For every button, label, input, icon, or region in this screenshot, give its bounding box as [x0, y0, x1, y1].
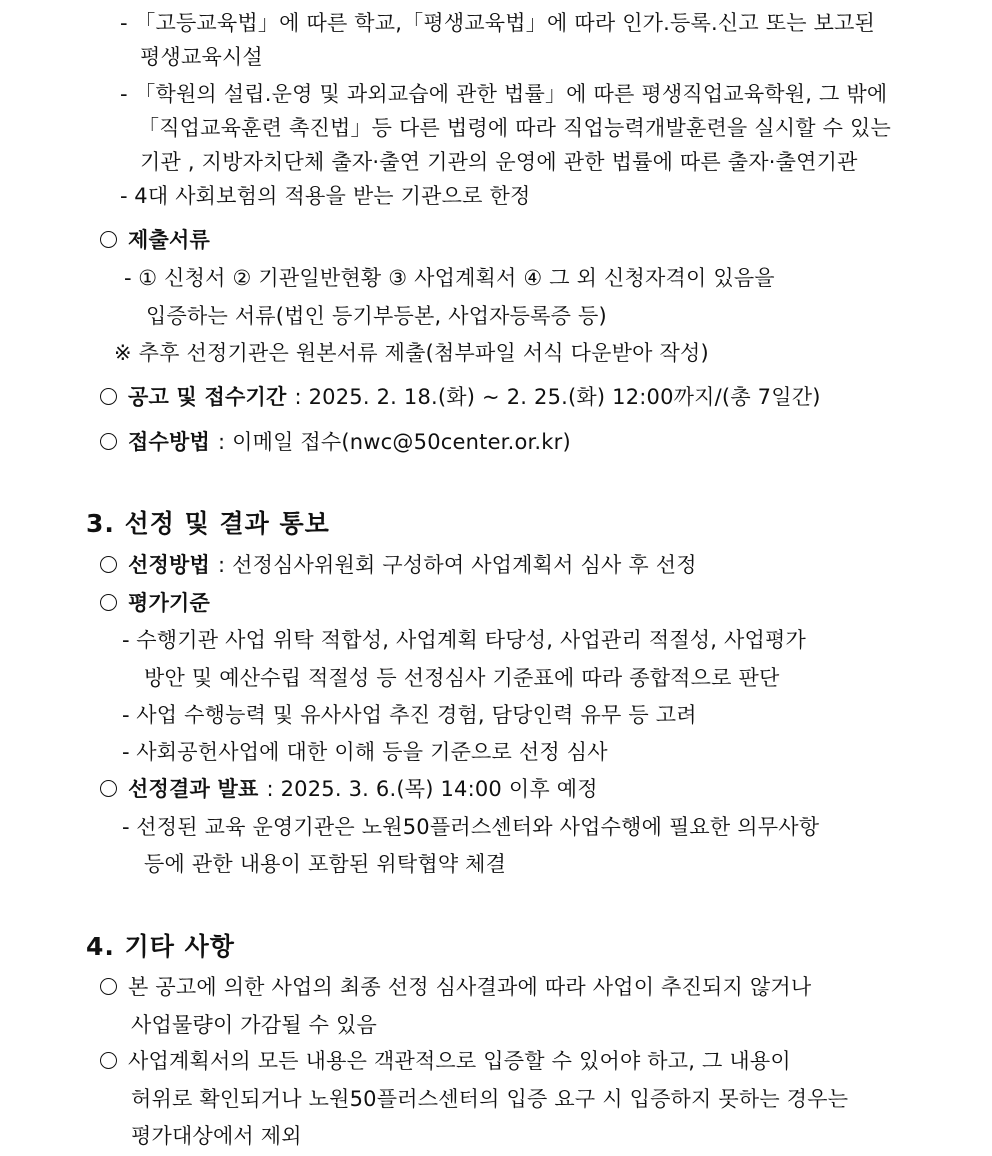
period-item: 공고 및 접수기간 : 2025. 2. 18.(화) ~ 2. 25.(화) 12:00까지/(총 7일간): [100, 387, 821, 408]
eligibility-item-1: - 「고등교육법」에 따른 학교,「평생교육법」에 따라 인가.등록.신고 또는 보고된: [120, 11, 876, 35]
eligibility-item-2: - 「학원의 설립.운영 및 과외교습에 관한 법률」에 따른 평생직업교육학원, 그 밖에: [120, 82, 888, 106]
documents-note: ※ 추후 선정기관은 원본서류 제출(첨부파일 서식 다운받아 작성): [114, 341, 709, 365]
other-item-2: 사업계획서의 모든 내용은 객관적으로 입증할 수 있어야 하고, 그 내용이: [100, 1051, 791, 1072]
eligibility-item-2-cont1: 「직업교육훈련 촉진법」등 다른 법령에 따라 직업능력개발훈련을 실시할 수 있는: [138, 116, 891, 140]
other-item-2-cont2: 평가대상에서 제외: [131, 1124, 302, 1148]
section-4-title: 4. 기타 사항: [86, 932, 235, 961]
documents-desc-cont: 입증하는 서류(법인 등기부등본, 사업자등록증 등): [146, 304, 607, 328]
section-3-title: 3. 선정 및 결과 통보: [86, 509, 330, 538]
criteria-item: 평가기준: [100, 593, 210, 614]
circle-bullet-icon: [100, 780, 117, 797]
result-item: 선정결과 발표 : 2025. 3. 6.(목) 14:00 이후 예정: [100, 779, 598, 800]
result-desc-cont: 등에 관한 내용이 포함된 위탁협약 체결: [144, 852, 507, 876]
documents-desc: - ① 신청서 ② 기관일반현황 ③ 사업계획서 ④ 그 외 신청자격이 있음을: [124, 266, 775, 290]
other-item-2-cont1: 허위로 확인되거나 노원50플러스센터의 입증 요구 시 입증하지 못하는 경우는: [131, 1087, 849, 1111]
circle-bullet-icon: [100, 556, 117, 573]
other-item-1-cont: 사업물량이 가감될 수 있음: [131, 1013, 377, 1037]
circle-bullet-icon: [100, 433, 117, 450]
documents-item: 제출서류: [100, 230, 210, 251]
result-desc: - 선정된 교육 운영기관은 노원50플러스센터와 사업수행에 필요한 의무사항: [122, 815, 820, 839]
eligibility-item-3: - 4대 사회보험의 적용을 받는 기관으로 한정: [120, 184, 531, 208]
eligibility-item-2-cont2: 기관 , 지방자치단체 출자·출연 기관의 운영에 관한 법률에 따른 출자·출연기관: [140, 150, 858, 174]
eligibility-item-1-cont: 평생교육시설: [140, 45, 263, 69]
criteria-2: - 사업 수행능력 및 유사사업 추진 경험, 담당인력 유무 등 고려: [122, 703, 697, 727]
other-item-1: 본 공고에 의한 사업의 최종 선정 심사결과에 따라 사업이 추진되지 않거나: [100, 977, 811, 998]
circle-bullet-icon: [100, 978, 117, 995]
method-item: 접수방법 : 이메일 접수(nwc@50center.or.kr): [100, 432, 571, 453]
circle-bullet-icon: [100, 231, 117, 248]
selection-method-item: 선정방법 : 선정심사위원회 구성하여 사업계획서 심사 후 선정: [100, 555, 697, 576]
circle-bullet-icon: [100, 388, 117, 405]
criteria-3: - 사회공헌사업에 대한 이해 등을 기준으로 선정 심사: [122, 740, 608, 764]
circle-bullet-icon: [100, 1052, 117, 1069]
criteria-1-cont: 방안 및 예산수립 적절성 등 선정심사 기준표에 따라 종합적으로 판단: [144, 666, 780, 690]
circle-bullet-icon: [100, 594, 117, 611]
criteria-1: - 수행기관 사업 위탁 적합성, 사업계획 타당성, 사업관리 적절성, 사업평가: [122, 628, 806, 652]
